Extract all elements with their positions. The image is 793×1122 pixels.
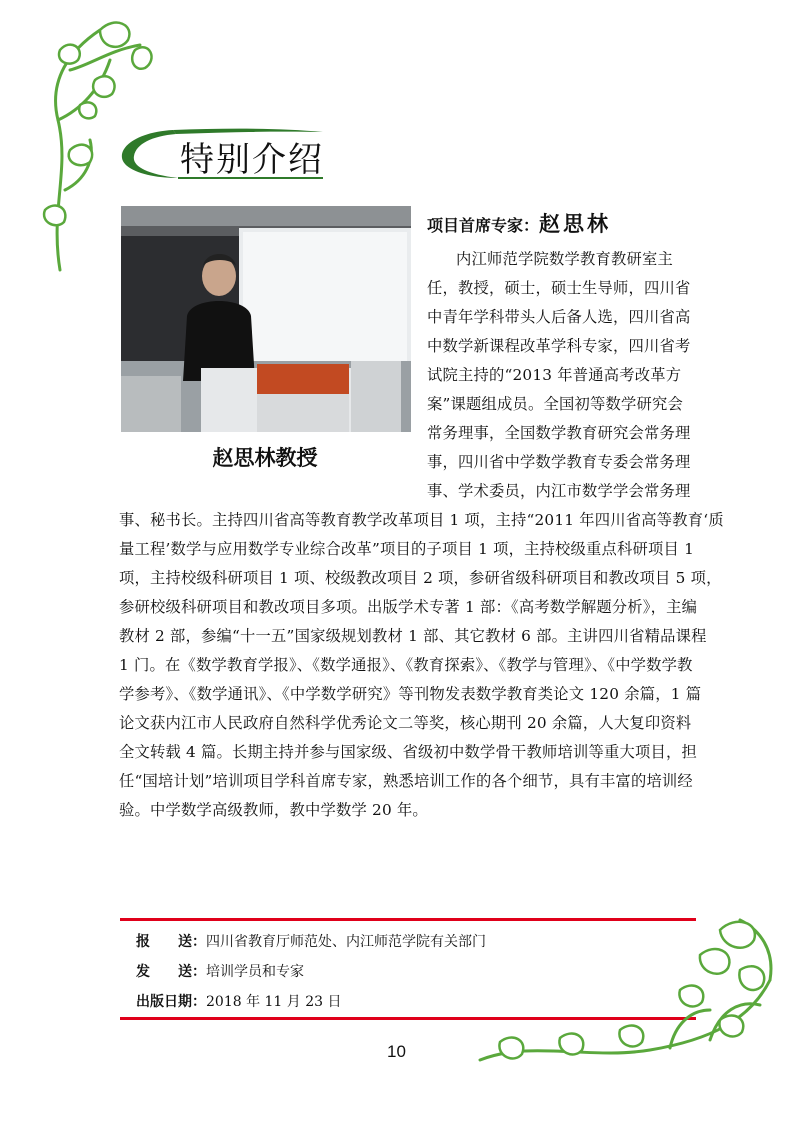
bio-line: 案”课题组成员。全国初等数学研究会 <box>427 395 683 413</box>
bio-line: 中数学新课程改革学科专家，四川省考 <box>427 337 691 355</box>
bio-line: 论文获内江市人民政府自然科学优秀论文二等奖，核心期刊 20 余篇，人大复印资料 <box>119 714 692 732</box>
bio-line: 事、秘书长。主持四川省高等教育教学改革项目 1 项，主持“2011 年四川省高等教育‘质 <box>119 511 724 529</box>
footer-bottom-rule <box>120 1017 696 1020</box>
photo-caption: 赵思林教授 <box>212 446 318 470</box>
date-label: 出版日期： <box>136 994 206 1010</box>
bio-line: 项，主持校级科研项目 1 项、校级教改项目 2 项，参研省级科研项目和教改项目 5 项， <box>119 569 722 587</box>
bio-line: 验。中学数学高级教师，教中学数学 20 年。 <box>119 801 428 819</box>
expert-label: 项目首席专家： <box>427 216 540 235</box>
bio-line: 全文转载 4 篇。长期主持并参与国家级、省级初中数学骨干教师培训等重大项目，担 <box>119 743 697 761</box>
bio-line: 参研校级科研项目和教改项目多项。出版学术专著 1 部：《高考数学解题分析》，主编 <box>119 598 698 616</box>
bio-line: 事、学术委员，内江市数学学会常务理 <box>427 482 691 500</box>
bio-line: 任，教授，硕士，硕士生导师，四川省 <box>427 279 691 297</box>
bio-line: 内江师范学院数学教育教研室主 <box>456 250 673 268</box>
bio-line: 试院主持的“2013 年普通高考改革方 <box>427 366 682 384</box>
bio-line: 教材 2 部，参编“十一五”国家级规划教材 1 部、其它教材 6 部。主讲四川省精品课程 <box>119 627 707 645</box>
section-header <box>118 128 328 180</box>
bio-line: 学参考》、《数学通讯》、《中学数学研究》等刊物发表数学教育类论文 120 余篇，1 篇 <box>119 685 702 703</box>
footer-send-row <box>136 961 304 981</box>
report-value: 四川省教育厅师范处、内江师范学院有关部门 <box>206 934 486 950</box>
page-number: 10 <box>387 1042 406 1061</box>
send-value: 培训学员和专家 <box>206 964 304 980</box>
bio-line: 事，四川省中学数学教育专委会常务理 <box>427 453 691 471</box>
footer-report-row <box>136 931 486 951</box>
expert-name: 赵思林 <box>539 211 612 236</box>
bio-line: 任“国培计划”培训项目学科首席专家，熟悉培训工作的各个细节，具有丰富的培训经 <box>119 772 693 790</box>
footer-date-row <box>136 991 342 1011</box>
expert-heading <box>427 208 611 238</box>
footer-top-rule <box>120 918 696 921</box>
send-label: 发 送： <box>136 964 206 980</box>
bio-line: 量工程’数学与应用数学专业综合改革”项目的子项目 1 项，主持校级重点科研项目 1 <box>119 540 695 558</box>
page-title: 特别介绍 <box>180 140 324 180</box>
bio-line: 1 门。在《数学教育学报》、《数学通报》、《教育探索》、《教学与管理》、《中学数学教 <box>119 656 693 674</box>
bio-line: 常务理事，全国数学教育研究会常务理 <box>427 424 691 442</box>
report-label: 报 送： <box>136 934 206 950</box>
professor-photo <box>121 206 411 432</box>
date-value: 2018 年 11 月 23 日 <box>206 994 342 1010</box>
bio-line: 中青年学科带头人后备人选，四川省高 <box>427 308 691 326</box>
